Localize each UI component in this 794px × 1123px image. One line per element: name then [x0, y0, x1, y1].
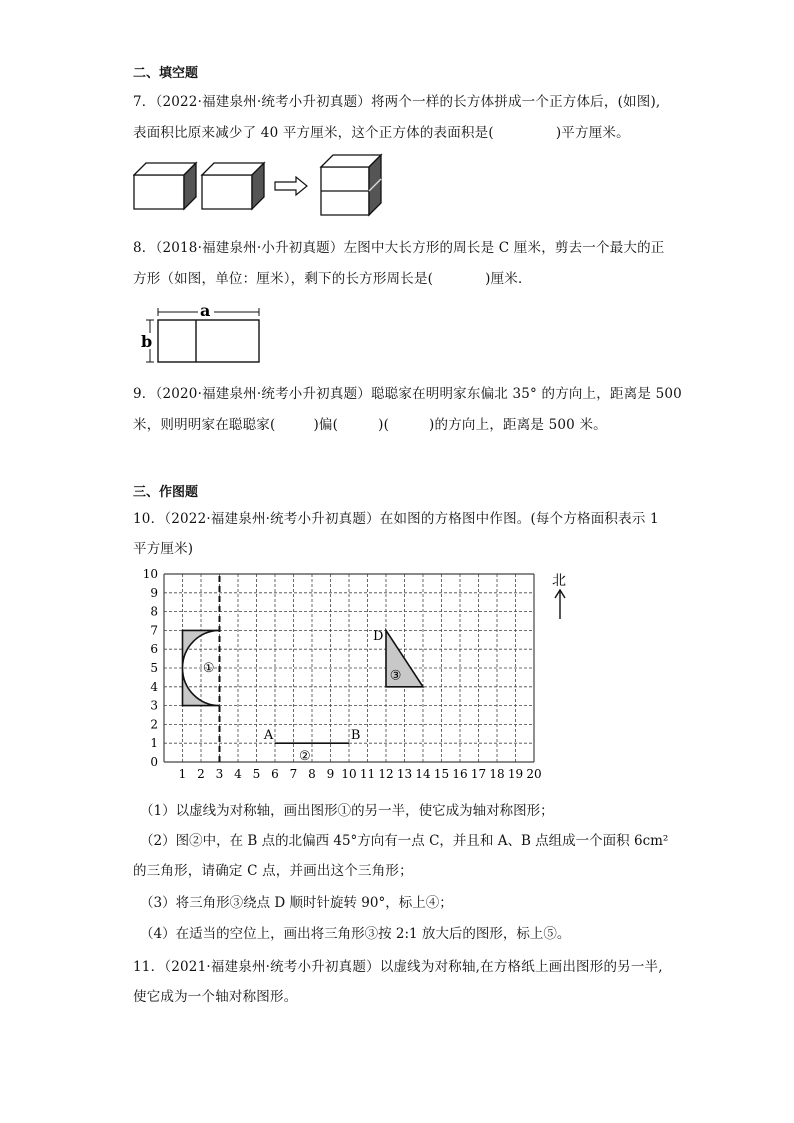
y-tick-label: 7	[150, 623, 158, 638]
q10-sub3: （3）将三角形③绕点 D 顺时针旋转 90°，标上④；	[140, 895, 453, 911]
x-tick-label: 13	[396, 767, 413, 781]
north-arrow-icon	[555, 590, 565, 619]
q8-line2-a: 方形（如图，单位：厘米），剩下的长方形周长是(	[133, 271, 434, 287]
q10-sub2b: 的三角形，请确定 C 点，并画出这个三角形；	[133, 863, 413, 879]
x-tick-label: 15	[433, 767, 450, 781]
y-tick-label: 6	[150, 642, 158, 657]
q10-sub4: （4）在适当的空位上，画出将三角形③按 2:1 放大后的图形，标上⑤。	[140, 926, 571, 942]
x-tick-label: 20	[526, 767, 542, 781]
x-tick-label: 4	[234, 767, 242, 781]
q11-line2: 使它成为一个轴对称图形。	[133, 989, 298, 1005]
x-tick-label: 1	[178, 767, 187, 781]
cuboid-right	[202, 163, 264, 209]
section3-title: 三、作图题	[133, 485, 199, 500]
q7-line2-a: 表面积比原来减少了 40 平方厘米，这个正方体的表面积是(	[133, 125, 494, 141]
label-b: b	[141, 332, 153, 351]
y-tick-label: 8	[150, 604, 158, 619]
q10-sub2a: （2）图②中，在 B 点的北偏西 45°方向有一点 C，并且和 A、B 点组成一个面积 6cm²	[140, 833, 669, 849]
q9-line2	[133, 413, 607, 433]
x-tick-label: 16	[452, 767, 468, 781]
x-tick-label: 12	[378, 767, 394, 781]
figure-1-label: ①	[202, 661, 215, 676]
x-tick-label: 7	[289, 767, 298, 781]
q7-cuboids-figure	[133, 153, 383, 219]
y-tick-label: 4	[150, 679, 158, 694]
x-tick-label: 2	[197, 767, 205, 781]
q11-line1: 11．（2021·福建泉州·统考小升初真题）以虚线为对称轴,在方格纸上画出图形的另一半,	[133, 959, 663, 975]
y-tick-label: 1	[150, 736, 158, 751]
q9-line1: 9．（2020·福建泉州·统考小升初真题）聪聪家在明明家东偏北 35° 的方向上，距离是 500	[133, 386, 682, 402]
x-tick-label: 14	[415, 767, 431, 781]
label-a: a	[200, 301, 211, 320]
y-tick-label: 2	[150, 717, 158, 732]
q7-line2-b: )平方厘米。	[555, 125, 630, 141]
north-label: 北	[552, 573, 566, 589]
x-tick-label: 19	[507, 767, 524, 781]
y-tick-label: 9	[150, 585, 158, 600]
figure-3-label: ③	[389, 668, 402, 684]
x-tick-label: 8	[308, 767, 316, 781]
x-tick-label: 6	[271, 767, 279, 781]
section2-title: 二、填空题	[133, 66, 199, 81]
q7-line1: 7．（2022·福建泉州·统考小升初真题）将两个一样的长方体拼成一个正方体后，(如图),	[133, 94, 661, 110]
x-tick-label: 3	[215, 767, 224, 781]
x-tick-label: 9	[326, 767, 335, 781]
q9-line2-b: )偏(	[313, 417, 339, 433]
q9-line2-a: 米，则明明家在聪聪家(	[133, 417, 276, 433]
q9-line2-d: )的方向上，距离是 500 米。	[429, 417, 607, 433]
point-B-label: B	[350, 728, 361, 744]
x-tick-label: 10	[341, 767, 357, 781]
y-tick-label: 10	[142, 567, 158, 581]
y-tick-label: 5	[150, 661, 158, 675]
q10-grid-figure	[140, 563, 580, 783]
cuboid-left	[134, 163, 196, 209]
point-A-label: A	[263, 728, 274, 744]
cube	[321, 155, 381, 215]
q9-line2-c: )(	[378, 417, 390, 433]
x-tick-label: 17	[470, 767, 487, 781]
arrow-icon	[275, 177, 307, 195]
x-tick-label: 11	[359, 767, 376, 781]
q8-line1: 8．（2018·福建泉州·小升初真题）左图中大长方形的周长是 C 厘米，剪去一个最大的正	[133, 240, 665, 256]
point-D-label: D	[373, 628, 384, 644]
x-tick-label: 5	[252, 767, 261, 781]
q10-line2: 平方厘米)	[133, 541, 194, 557]
q8-rectangle-figure	[138, 300, 268, 366]
q10-sub1: （1）以虚线为对称轴，画出图形①的另一半，使它成为轴对称图形；	[140, 803, 554, 819]
q10-line1: 10．（2022·福建泉州·统考小升初真题）在如图的方格图中作图。(每个方格面积表示 1	[133, 511, 659, 527]
y-tick-label: 3	[150, 698, 158, 713]
q7-line2	[133, 121, 630, 141]
q8-line2	[133, 267, 532, 287]
x-tick-label: 18	[489, 767, 505, 781]
figure-2-label: ②	[299, 749, 311, 765]
y-tick-label: 0	[150, 755, 158, 769]
q8-line2-b: )厘米．	[485, 271, 532, 287]
